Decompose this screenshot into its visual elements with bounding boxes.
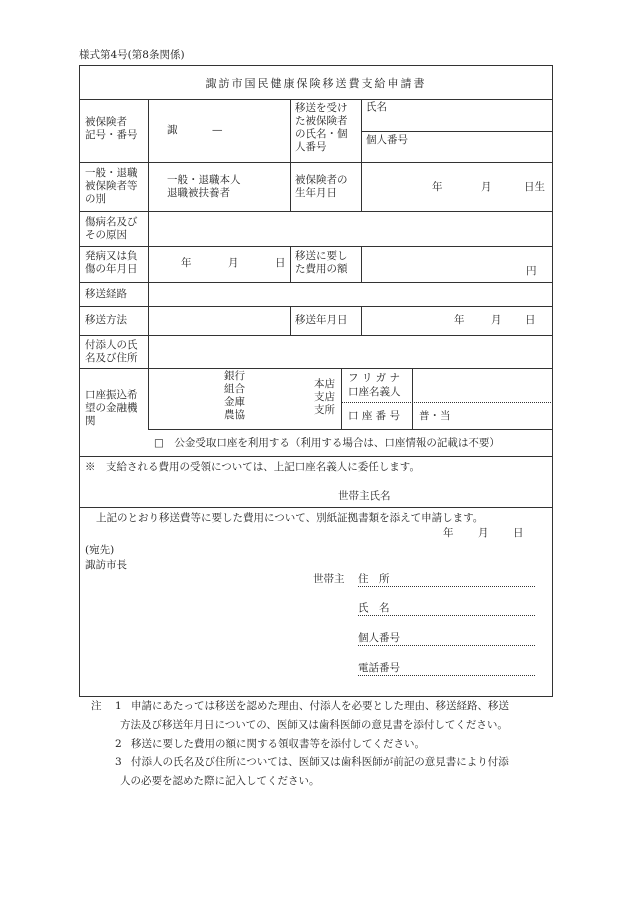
note-2: 移送に要した費用の額に関する領収書等を添付してください。 bbox=[131, 738, 425, 750]
insured-number-label: 被保険者 記号・番号 bbox=[85, 116, 138, 141]
account-type: 普・当 bbox=[419, 410, 451, 422]
attendant-label: 付添人の氏 名及び住所 bbox=[85, 339, 138, 364]
address-label: 住 所 bbox=[358, 573, 390, 585]
kana-label: フ リ ガ ナ bbox=[348, 372, 401, 384]
transport-year: 年 bbox=[454, 314, 465, 326]
bank-label: 口座振込希 望の金融機 関 bbox=[85, 389, 138, 427]
form-number: 様式第4号(第8条関係) bbox=[79, 49, 185, 61]
transport-cost-unit: 円 bbox=[526, 265, 537, 277]
mayor: 諏訪市長 bbox=[85, 559, 127, 571]
onset-day: 日 bbox=[275, 257, 286, 269]
account-number-label: 口 座 番 号 bbox=[348, 410, 401, 422]
applicant-individual-number-label: 個人番号 bbox=[358, 632, 400, 644]
institution-types: 銀行 組合 金庫 農協 bbox=[224, 370, 245, 421]
category-label: 一般・退職 被保険者等 の別 bbox=[85, 167, 138, 205]
transport-cost-label: 移送に要し た費用の額 bbox=[295, 250, 348, 275]
transport-method-label: 移送方法 bbox=[85, 314, 127, 326]
category-options: 一般・退職本人 退職被扶養者 bbox=[167, 174, 241, 199]
applicant-individual-number-field[interactable] bbox=[358, 645, 535, 646]
note-1-line-2: 方法及び移送年月日についての、医師又は歯科医師の意見書を添付してください。 bbox=[120, 719, 508, 731]
note-3-number: 3 bbox=[115, 756, 122, 768]
public-receipt-checkbox[interactable]: □ 公金受取口座を利用する（利用する場合は、口座情報の記載は不要） bbox=[154, 437, 500, 449]
transport-date-label: 移送年月日 bbox=[295, 314, 348, 326]
form-title: 諏訪市国民健康保険移送費支給申請書 bbox=[205, 77, 427, 90]
birth-day: 日生 bbox=[524, 181, 545, 193]
onset-date-label: 発病又は負 傷の年月日 bbox=[85, 250, 138, 275]
onset-year: 年 bbox=[181, 257, 192, 269]
birth-label: 被保険者の 生年月日 bbox=[295, 174, 348, 199]
phone-field[interactable] bbox=[358, 675, 535, 676]
injury-name-label: 傷病名及び その原因 bbox=[85, 216, 138, 241]
phone-label: 電話番号 bbox=[358, 662, 400, 674]
application-day: 日 bbox=[513, 527, 524, 539]
delegation-head-label: 世帯主氏名 bbox=[338, 490, 391, 502]
note-1-number: 1 bbox=[115, 700, 122, 712]
branch-types: 本店 支店 支所 bbox=[314, 378, 335, 416]
applicant-name-label: 氏 名 bbox=[358, 602, 390, 614]
transport-month: 月 bbox=[491, 314, 502, 326]
note-1-line-1: 申請にあたっては移送を認めた理由、付添人を必要とした理由、移送経路、移送 bbox=[131, 700, 509, 712]
birth-year: 年 bbox=[432, 181, 443, 193]
application-year: 年 bbox=[443, 527, 454, 539]
addressee: (宛先) bbox=[85, 544, 115, 556]
application-statement: 上記のとおり移送費等に要した費用について、別紙証拠書類を添えて申請します。 bbox=[96, 512, 484, 524]
applicant-name-field[interactable] bbox=[358, 615, 535, 616]
address-field[interactable] bbox=[358, 586, 535, 587]
transported-person-label: 移送を受け た被保険者 の氏名・個 人番号 bbox=[295, 102, 348, 153]
notes-prefix: 注 bbox=[91, 700, 102, 712]
delegation-text: ※ 支給される費用の受領については、上記口座名義人に委任します。 bbox=[85, 461, 420, 473]
application-month: 月 bbox=[478, 527, 489, 539]
transport-route-label: 移送経路 bbox=[85, 288, 127, 300]
account-holder-label: 口座名義人 bbox=[348, 386, 401, 398]
applicant-head-label: 世帯主 bbox=[313, 573, 345, 585]
transport-day: 日 bbox=[525, 314, 536, 326]
note-2-number: 2 bbox=[115, 738, 122, 750]
onset-month: 月 bbox=[228, 257, 239, 269]
insured-number-prefix: 諏 bbox=[167, 124, 178, 136]
note-3-line-2: 人の必要を認めた際に記入してください。 bbox=[120, 775, 320, 787]
insured-number-dash: — bbox=[212, 124, 223, 136]
name-label: 氏名 bbox=[366, 101, 387, 113]
birth-month: 月 bbox=[481, 181, 492, 193]
individual-number-label: 個人番号 bbox=[366, 134, 408, 146]
note-3-line-1: 付添人の氏名及び住所については、医師又は歯科医師が前記の意見書により付添 bbox=[131, 756, 509, 768]
